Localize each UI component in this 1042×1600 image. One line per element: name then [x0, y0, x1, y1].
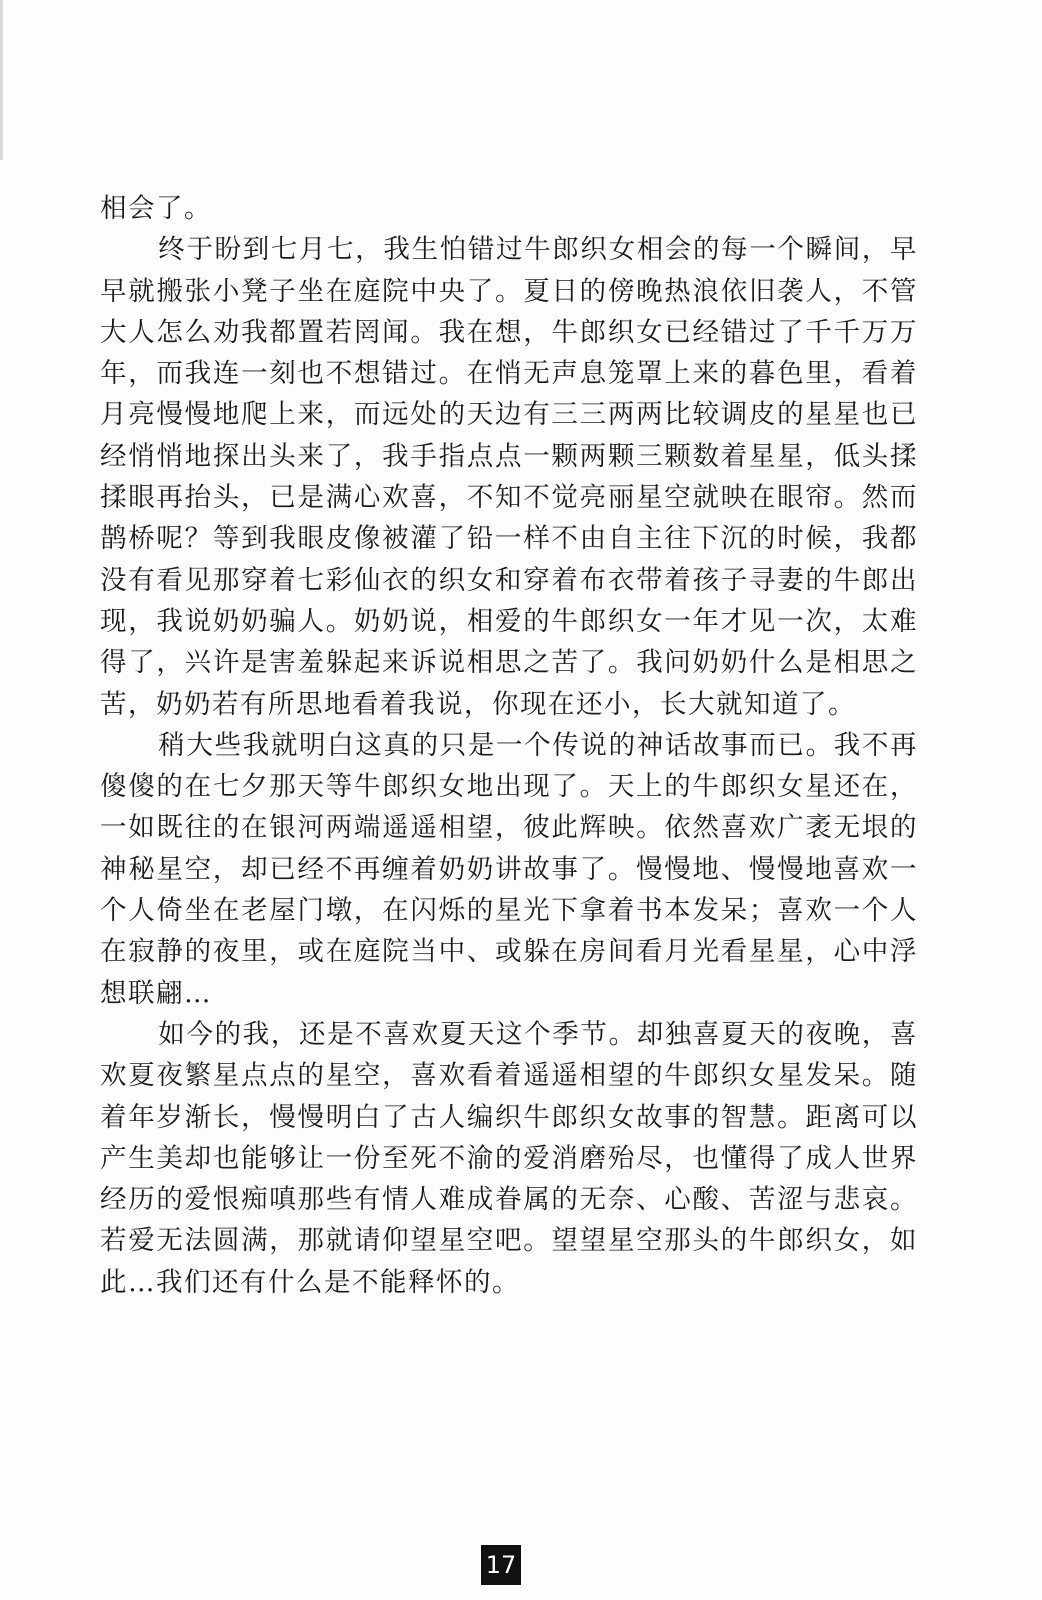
paragraph-growing-up: 稍大些我就明白这真的只是一个传说的神话故事而已。我不再傻傻的在七夕那天等牛郎织女地出现了。天上的牛郎织女星还在，一如既往的在银河两端遥遥相望，彼此辉映。依然喜欢广袤无垠的神秘星空，却已经不再缠着奶奶讲故事了。慢慢地、慢慢地喜欢一个人倚坐在老屋门墩，在闪烁的星光下拿着书本发呆；喜欢一个人在寂静的夜里，或在庭院当中、或躲在房间看月光看星星，心中浮想联翩…: [100, 729, 918, 1009]
page-number: 17: [481, 1545, 521, 1585]
body-text: [100, 188, 918, 1303]
paragraph-continuation: 相会了。: [100, 193, 212, 224]
scan-edge-mark: [0, 0, 3, 160]
paragraph-present-day: 如今的我，还是不喜欢夏天这个季节。却独喜夏天的夜晚，喜欢夏夜繁星点点的星空，喜欢看着遥遥相望的牛郎织女星发呆。随着年岁渐长，慢慢明白了古人编织牛郎织女故事的智慧。距离可以产生美却也能够让一份至死不渝的爱消磨殆尽，也懂得了成人世界经历的爱恨痴嗔那些有情人难成眷属的无奈、心酸、苦涩与悲哀。若爱无法圆满，那就请仰望星空吧。望望星空那头的牛郎织女，如此…我们还有什么是不能释怀的。: [100, 1018, 918, 1298]
paragraph-qixi-waiting: 终于盼到七月七，我生怕错过牛郎织女相会的每一个瞬间，早早就搬张小凳子坐在庭院中央了。夏日的傍晚热浪依旧袭人，不管大人怎么劝我都置若罔闻。我在想，牛郎织女已经错过了千千万万年，而我连一刻也不想错过。在悄无声息笼罩上来的暮色里，看着月亮慢慢地爬上来，而远处的天边有三三两两比较调皮的星星也已经悄悄地探出头来了，我手指点点一颗两颗三颗数着星星，低头揉揉眼再抬头，已是满心欢喜，不知不觉亮丽星空就映在眼帘。然而鹊桥呢？等到我眼皮像被灌了铅一样不由自主往下沉的时候，我都没有看见那穿着七彩仙衣的织女和穿着布衣带着孩子寻妻的牛郎出现，我说奶奶骗人。奶奶说，相爱的牛郎织女一年才见一次，太难得了，兴许是害羞躲起来诉说相思之苦了。我问奶奶什么是相思之苦，奶奶若有所思地看着我说，你现在还小，长大就知道了。: [100, 234, 918, 720]
